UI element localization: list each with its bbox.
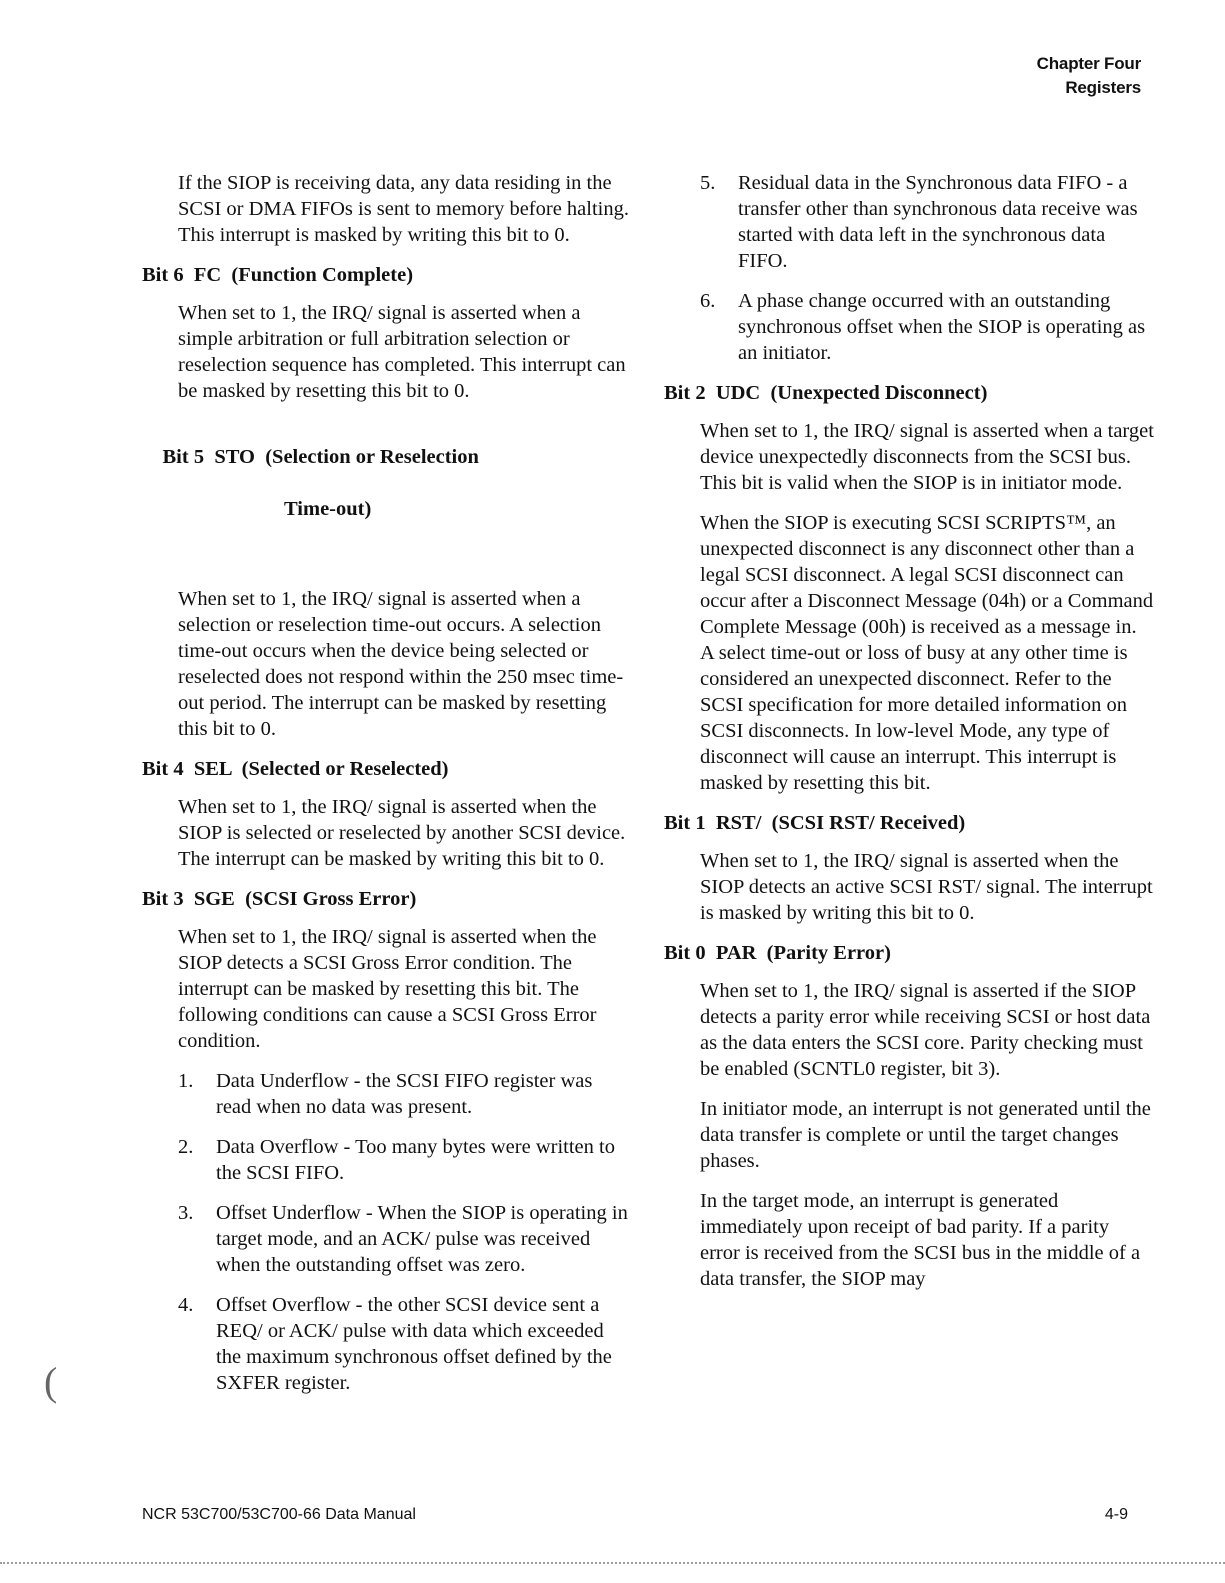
bit-heading-line2: Time-out) [284, 498, 372, 520]
list-item-number: 1. [178, 1070, 194, 1092]
paragraph: In the target mode, an interrupt is generated immediately upon receipt of bad parity. If a parity error is received from the SCSI bus in the middle of a data transfer, the SIOP may [700, 1190, 1141, 1290]
list-item-number: 6. [700, 290, 716, 312]
list-item-number: 4. [178, 1294, 194, 1316]
bit-heading-line1: Bit 5 STO (Selection or Reselection [162, 446, 479, 468]
list-item [700, 288, 1154, 366]
section-title: Registers [1065, 78, 1141, 97]
list-item-text: Offset Overflow - the other SCSI device sent a REQ/ or ACK/ pulse with data which exceeded the maximum synchronous offset defined by the SXFER register. [216, 1294, 612, 1394]
list-item-text: Offset Underflow - When the SIOP is operating in target mode, and an ACK/ pulse was received when the outstanding offset was zero. [216, 1202, 628, 1276]
list-item-text: Residual data in the Synchronous data FIFO - a transfer other than synchronous data receive was started with data left in the synchronous data FIFO. [738, 172, 1138, 272]
paragraph: When set to 1, the IRQ/ signal is asserted if the SIOP detects a parity error while receiving SCSI or host data as the data enters the SCSI core. Parity checking must be enabled (SCNTL0 register, bit 3). [700, 980, 1151, 1080]
list-item [178, 1134, 632, 1186]
left-column [142, 170, 632, 1410]
bit-heading [142, 418, 632, 574]
paragraph: When set to 1, the IRQ/ signal is asserted when the SIOP is selected or reselected by another SCSI device. The interrupt can be masked by writing this bit to 0. [178, 796, 626, 870]
paragraph: When set to 1, the IRQ/ signal is asserted when a simple arbitration or full arbitration selection or reselection sequence has completed. This interrupt can be masked by resetting this bit to 0. [178, 302, 626, 402]
binding-hole-mark: ( [44, 1359, 58, 1404]
list-item [178, 1292, 632, 1396]
page-edge-rule [0, 1562, 1225, 1564]
page-number: 4-9 [1104, 1506, 1128, 1523]
paragraph: In initiator mode, an interrupt is not generated until the data transfer is complete or until the target changes phases. [700, 1098, 1151, 1172]
paragraph: When set to 1, the IRQ/ signal is asserted when a target device unexpectedly disconnects from the SCSI bus. This bit is valid when the SIOP is in initiator mode. [700, 420, 1154, 494]
list-item-text: Data Underflow - the SCSI FIFO register was read when no data was present. [216, 1070, 593, 1118]
list-item [700, 170, 1154, 274]
list-item-text: Data Overflow - Too many bytes were written to the SCSI FIFO. [216, 1136, 615, 1184]
paragraph: If the SIOP is receiving data, any data residing in the SCSI or DMA FIFOs is sent to memory before halting. This interrupt is masked by writing this bit to 0. [178, 172, 629, 246]
bit-heading: Bit 1 RST/ (SCSI RST/ Received) [664, 812, 966, 834]
bit-heading: Bit 2 UDC (Unexpected Disconnect) [664, 382, 988, 404]
paragraph: When set to 1, the IRQ/ signal is asserted when the SIOP detects a SCSI Gross Error condition. The interrupt can be masked by resetting this bit. The following conditions can cause a SCSI Gross Error condition. [178, 926, 597, 1052]
paragraph: When set to 1, the IRQ/ signal is asserted when a selection or reselection time-out occurs. A selection time-out occurs when the device being selected or reselected does not respond within the 250 msec time-out period. The interrupt can be masked by resetting this bit to 0. [178, 588, 624, 740]
right-column [664, 170, 1154, 1306]
list-item-number: 3. [178, 1202, 194, 1224]
paragraph: When the SIOP is executing SCSI SCRIPTS™, an unexpected disconnect is any disconnect other than a legal SCSI disconnect. A legal SCSI disconnect can occur after a Disconnect Message (04h) or a Command Complete Message (00h) is received as a message in. A select time-out or loss of busy at any other time is considered an unexpected disconnect. Refer to the SCSI specification for more detailed information on SCSI disconnects. In low-level Mode, any type of disconnect will cause an interrupt. This interrupt is masked by resetting this bit. [700, 512, 1154, 794]
bit-heading: Bit 0 PAR (Parity Error) [664, 942, 891, 964]
list-item-number: 2. [178, 1136, 194, 1158]
chapter-title: Chapter Four [1036, 54, 1141, 73]
list-item-text: A phase change occurred with an outstanding synchronous offset when the SIOP is operating as an initiator. [738, 290, 1146, 364]
list-item [178, 1068, 632, 1120]
list-item [178, 1200, 632, 1278]
chapter-header [1037, 52, 1141, 100]
bit-heading: Bit 4 SEL (Selected or Reselected) [142, 758, 449, 780]
list-item-number: 5. [700, 172, 716, 194]
paragraph: When set to 1, the IRQ/ signal is asserted when the SIOP detects an active SCSI RST/ signal. The interrupt is masked by writing this bit to 0. [700, 850, 1153, 924]
bit-heading: Bit 6 FC (Function Complete) [142, 264, 414, 286]
bit-heading: Bit 3 SGE (SCSI Gross Error) [142, 888, 417, 910]
footer-manual-title: NCR 53C700/53C700-66 Data Manual [142, 1506, 416, 1523]
